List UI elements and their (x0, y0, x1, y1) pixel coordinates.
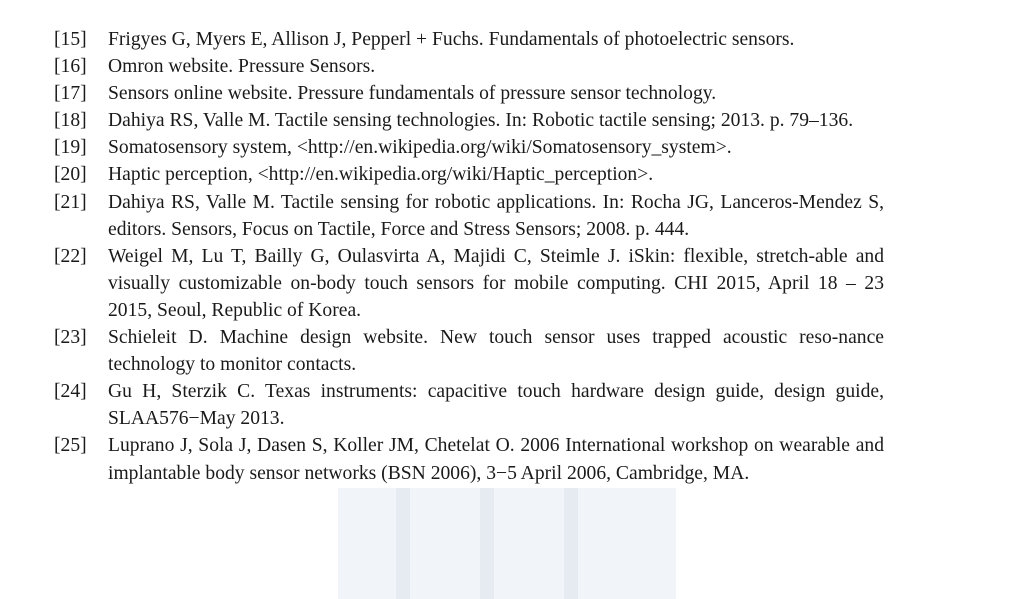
reference-number: [19] (54, 137, 87, 159)
reference-number: [15] (54, 29, 87, 50)
reference-text: Luprano J, Sola J, Dasen S, Koller JM, Chetelat O. 2006 International workshop on wearable and implantable body sensor networks (BSN 2006), 3−5 April 2006, Cambridge, MA. (108, 435, 884, 484)
reference-item (54, 432, 884, 486)
reference-list (54, 26, 884, 487)
reference-item (54, 53, 884, 80)
reference-text: Gu H, Sterzik C. Texas instruments: capacitive touch hardware design guide, design guide, SLAA576−May 2013. (108, 381, 884, 430)
reference-item (54, 80, 884, 107)
reference-number: [22] (54, 245, 87, 267)
reference-item (54, 324, 884, 378)
watermark-stripe (564, 488, 578, 599)
reference-item (54, 107, 884, 134)
reference-text: Dahiya RS, Valle M. Tactile sensing technologies. In: Robotic tactile sensing; 2013. p. 79–136. (108, 110, 854, 132)
reference-item (54, 378, 884, 432)
reference-item (54, 134, 884, 161)
reference-item (54, 26, 884, 53)
reference-link-text: Somatosensory system, <http://en.wikipedia.org/wiki/Somatosensory_system>. (108, 137, 732, 159)
reference-number: [21] (54, 191, 87, 213)
reference-item (54, 189, 884, 243)
reference-number: [20] (54, 164, 87, 186)
reference-number: [16] (54, 56, 87, 78)
reference-text: Sensors online website. Pressure fundamentals of pressure sensor technology. (108, 83, 717, 105)
reference-text: Omron website. Pressure Sensors. (108, 56, 376, 78)
reference-number: [23] (54, 327, 87, 349)
watermark-stripe (480, 488, 494, 599)
reference-text: Schieleit D. Machine design website. New touch sensor uses trapped acoustic reso-nance technology to monitor contacts. (108, 327, 884, 376)
reference-number: [24] (54, 381, 87, 403)
reference-number: [18] (54, 110, 87, 132)
watermark-stripe (396, 488, 410, 599)
reference-item (54, 161, 884, 188)
reference-text: Weigel M, Lu T, Bailly G, Oulasvirta A, Majidi C, Steimle J. iSkin: flexible, stretch-able and visually customizable on-body touch sensors for mobile computing. CHI 2015, April 18 – 23 2015, Seoul, Republic of Korea. (108, 245, 884, 321)
watermark-block (338, 488, 676, 599)
reference-number: [25] (54, 435, 87, 457)
reference-link-text: Haptic perception, <http://en.wikipedia.org/wiki/Haptic_perception>. (108, 164, 654, 186)
reference-text: Dahiya RS, Valle M. Tactile sensing for robotic applications. In: Rocha JG, Lanceros-Mendez S, editors. Sensors, Focus on Tactile, Force and Stress Sensors; 2008. p. 444. (108, 191, 884, 240)
reference-item (54, 243, 884, 324)
reference-number: [17] (54, 83, 87, 105)
reference-text: Frigyes G, Myers E, Allison J, Pepperl + Fuchs. Fundamentals of photoelectric sensors. (108, 29, 795, 50)
